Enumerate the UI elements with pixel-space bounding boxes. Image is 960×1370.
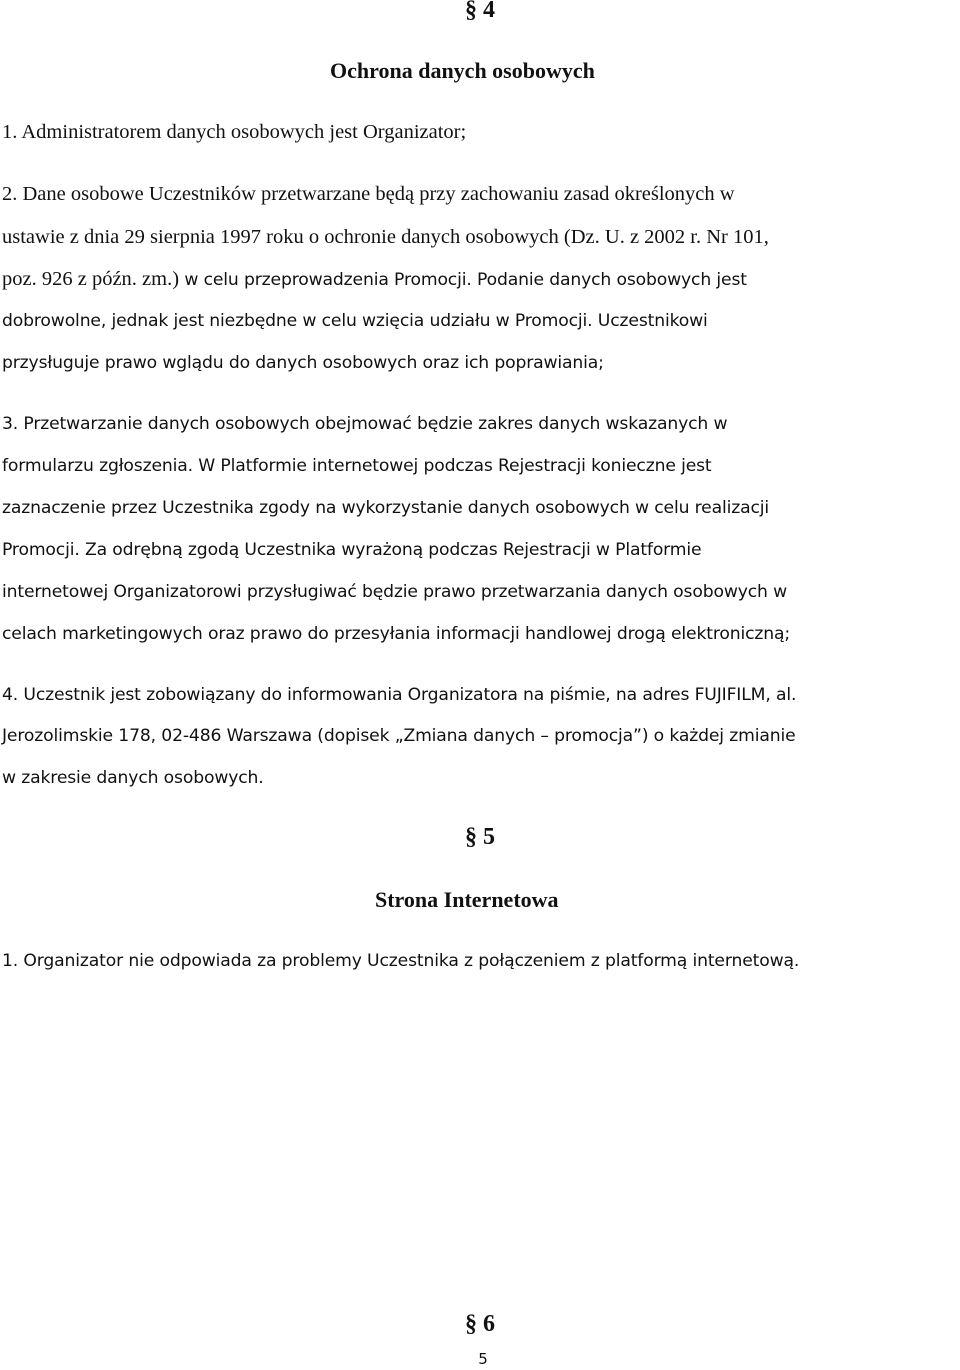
page-number: 5 xyxy=(478,1350,488,1368)
section-4-title: Ochrona danych osobowych xyxy=(330,58,595,83)
text-line: 3. Przetwarzanie danych osobowych obejmować będzie zakres danych wskazanych w xyxy=(2,414,728,434)
section-6-number: § 6 xyxy=(465,1311,495,1337)
text-line: formularzu zgłoszenia. W Platformie internetowej podczas Rejestracji konieczne jest xyxy=(2,456,712,476)
text-line: zaznaczenie przez Uczestnika zgody na wykorzystanie danych osobowych w celu realizacji xyxy=(2,498,770,518)
text-line: celach marketingowych oraz prawo do przesyłania informacji handlowej drogą elektroniczną; xyxy=(2,624,791,644)
text-line: dobrowolne, jednak jest niezbędne w celu wzięcia udziału w Promocji. Uczestnikowi xyxy=(2,311,708,331)
text-line: ustawie z dnia 29 sierpnia 1997 roku o ochronie danych osobowych (Dz. U. z 2002 r. Nr 101, xyxy=(2,226,769,248)
text-line: 2. Dane osobowe Uczestników przetwarzane będą przy zachowaniu zasad określonych w xyxy=(2,183,735,205)
text-line: Jerozolimskie 178, 02-486 Warszawa (dopisek „Zmiana danych – promocja”) o każdej zmianie xyxy=(2,726,796,746)
text-segment: poz. 926 z późn. zm.) xyxy=(2,268,180,290)
text-line: 1. Administratorem danych osobowych jest Organizator; xyxy=(2,121,467,143)
text-line: 4. Uczestnik jest zobowiązany do informowania Organizatora na piśmie, na adres FUJIFILM, al. xyxy=(2,685,797,705)
text-line-mixed xyxy=(2,266,747,293)
text-segment: w celu przeprowadzenia Promocji. Podanie danych osobowych jest xyxy=(179,270,747,290)
text-line: internetowej Organizatorowi przysługiwać będzie prawo przetwarzania danych osobowych w xyxy=(2,582,788,602)
section-5-title: Strona Internetowa xyxy=(375,887,559,912)
text-line: przysługuje prawo wglądu do danych osobowych oraz ich poprawiania; xyxy=(2,353,604,373)
section-5-number: § 5 xyxy=(465,824,495,850)
text-line: w zakresie danych osobowych. xyxy=(2,768,264,788)
text-line: Promocji. Za odrębną zgodą Uczestnika wyrażoną podczas Rejestracji w Platformie xyxy=(2,540,702,560)
section-4-number: § 4 xyxy=(465,0,495,23)
text-line: 1. Organizator nie odpowiada za problemy Uczestnika z połączeniem z platformą internetową. xyxy=(2,951,800,971)
